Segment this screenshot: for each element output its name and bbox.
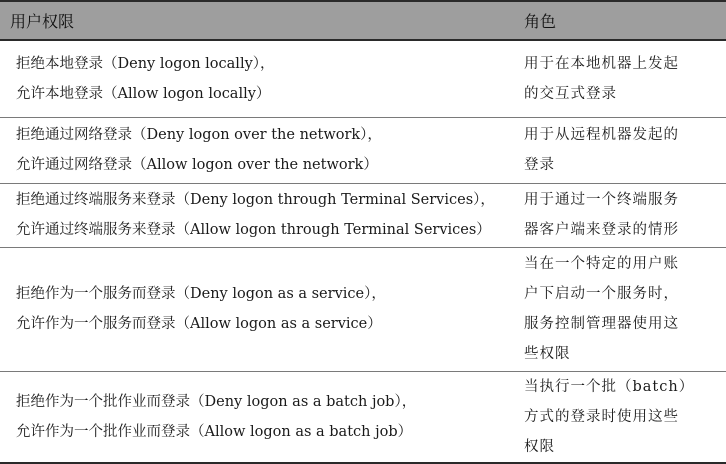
role-text-line: 用于从远程机器发起的 bbox=[524, 127, 679, 143]
role-text-line: 方式的登录时使用这些 bbox=[524, 408, 679, 425]
table-row bbox=[0, 371, 726, 463]
rights-cell bbox=[0, 371, 514, 463]
rights-cell bbox=[0, 247, 514, 371]
rights-cell bbox=[0, 40, 514, 117]
table-row bbox=[0, 247, 726, 371]
role-cell bbox=[514, 117, 726, 183]
deny-right-text: 拒绝作为一个服务而登录（Deny logon as a service）， bbox=[16, 286, 386, 302]
role-text-line: 户下启动一个服务时， bbox=[524, 286, 679, 302]
allow-right-text: 允许通过网络登录（Allow logon over the network） bbox=[16, 157, 378, 173]
role-text-line: 器客户端来登录的情形 bbox=[524, 222, 679, 238]
table-row bbox=[0, 117, 726, 183]
table-header-row bbox=[0, 1, 726, 40]
role-text-line: 权限 bbox=[524, 438, 555, 455]
role-text-line: 的交互式登录 bbox=[524, 85, 617, 102]
header-role: 角色 bbox=[514, 1, 726, 40]
allow-right-text: 允许本地登录（Allow logon locally） bbox=[16, 85, 271, 102]
rights-cell bbox=[0, 117, 514, 183]
allow-right-text: 允许作为一个批作业而登录（Allow logon as a batch job） bbox=[16, 423, 413, 440]
rights-cell bbox=[0, 183, 514, 247]
table-row bbox=[0, 40, 726, 117]
deny-right-text: 拒绝通过终端服务来登录（Deny logon through Terminal Services）， bbox=[16, 192, 495, 208]
header-user-rights: 用户权限 bbox=[0, 1, 514, 40]
deny-right-text: 拒绝本地登录（Deny logon locally）， bbox=[16, 55, 275, 72]
role-text-line: 些权限 bbox=[524, 346, 571, 362]
deny-right-text: 拒绝通过网络登录（Deny logon over the network）， bbox=[16, 127, 382, 143]
role-text-line: 登录 bbox=[524, 157, 555, 173]
table-row bbox=[0, 183, 726, 247]
role-text-line: 当在一个特定的用户账 bbox=[524, 256, 679, 272]
role-text-line: 当执行一个批（batch） bbox=[524, 378, 695, 395]
role-cell bbox=[514, 247, 726, 371]
role-cell bbox=[514, 40, 726, 117]
role-cell bbox=[514, 371, 726, 463]
role-text-line: 服务控制管理器使用这 bbox=[524, 316, 679, 332]
role-text-line: 用于通过一个终端服务 bbox=[524, 192, 679, 208]
deny-right-text: 拒绝作为一个批作业而登录（Deny logon as a batch job）， bbox=[16, 393, 417, 410]
role-cell bbox=[514, 183, 726, 247]
role-text-line: 用于在本地机器上发起 bbox=[524, 55, 679, 72]
allow-right-text: 允许作为一个服务而登录（Allow logon as a service） bbox=[16, 316, 382, 332]
allow-right-text: 允许通过终端服务来登录（Allow logon through Terminal Services） bbox=[16, 222, 491, 238]
